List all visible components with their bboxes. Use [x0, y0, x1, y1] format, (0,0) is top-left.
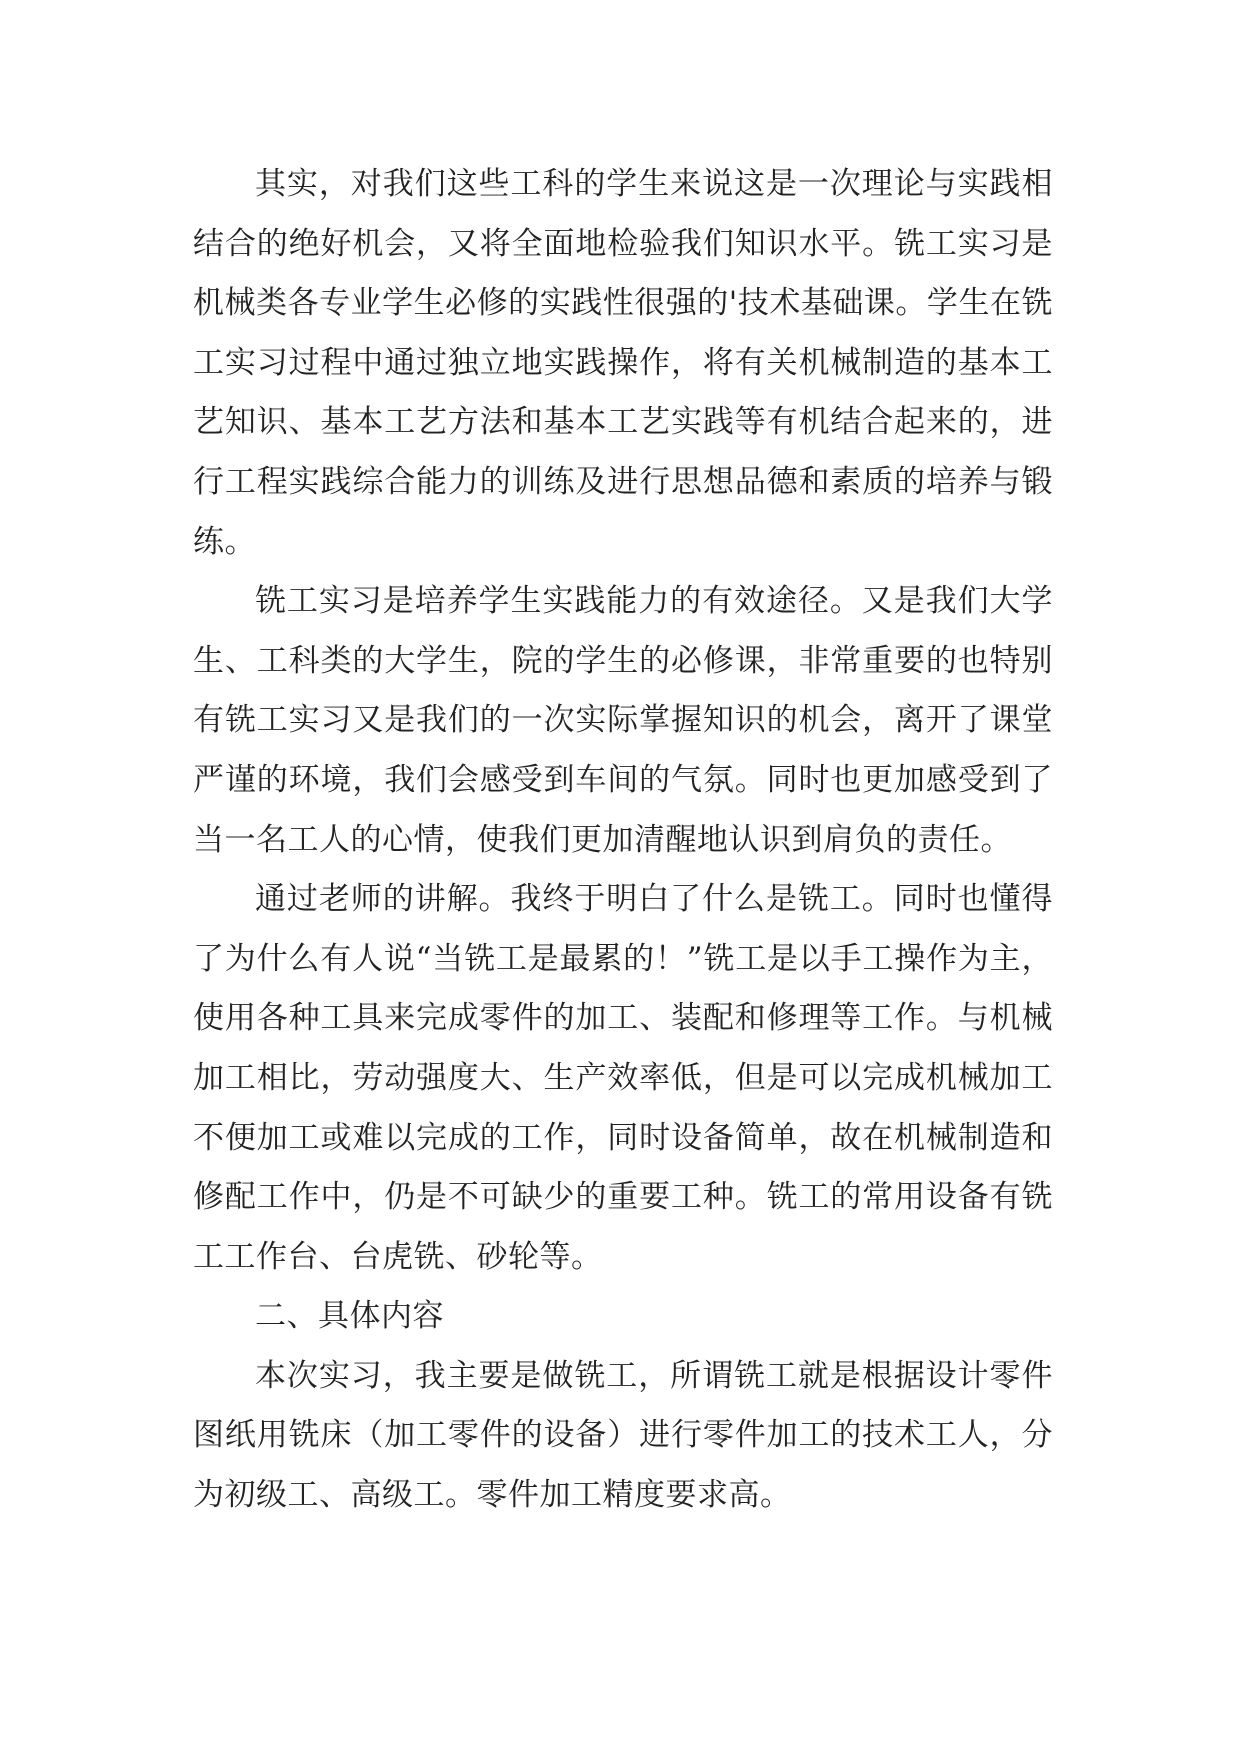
- document-body: [193, 155, 1053, 1526]
- paragraph-2: 铣工实习是培养学生实践能力的有效途径。又是我们大学生、工科类的大学生，院的学生的必修课，非常重要的也特别有铣工实习又是我们的一次实际掌握知识的机会，离开了课堂严谨的环境，我们会感受到车间的气氛。同时也更加感受到了当一名工人的心情，使我们更加清醒地认识到肩负的责任。: [193, 583, 1053, 858]
- section-heading: 二、具体内容: [255, 1298, 444, 1335]
- paragraph-3: 通过老师的讲解。我终于明白了什么是铣工。同时也懂得了为什么有人说“当铣工是最累的！”铣工是以手工操作为主，使用各种工具来完成零件的加工、装配和修理等工作。与机械加工相比，劳动强度大、生产效率低，但是可以完成机械加工不便加工或难以完成的工作，同时设备简单，故在机械制造和修配工作中，仍是不可缺少的重要工种。铣工的常用设备有铣工工作台、台虎铣、砂轮等。: [193, 881, 1053, 1275]
- paragraph-1: 其实，对我们这些工科的学生来说这是一次理论与实践相结合的绝好机会，又将全面地检验我们知识水平。铣工实习是机械类各专业学生必修的实践性很强的'技术基础课。学生在铣工实习过程中通过独立地实践操作，将有关机械制造的基本工艺知识、基本工艺方法和基本工艺实践等有机结合起来的，进行工程实践综合能力的训练及进行思想品德和素质的培养与锻练。: [193, 166, 1053, 560]
- paragraph-4: 本次实习，我主要是做铣工，所谓铣工就是根据设计零件图纸用铣床（加工零件的设备）进行零件加工的技术工人，分为初级工、高级工。零件加工精度要求高。: [193, 1357, 1053, 1514]
